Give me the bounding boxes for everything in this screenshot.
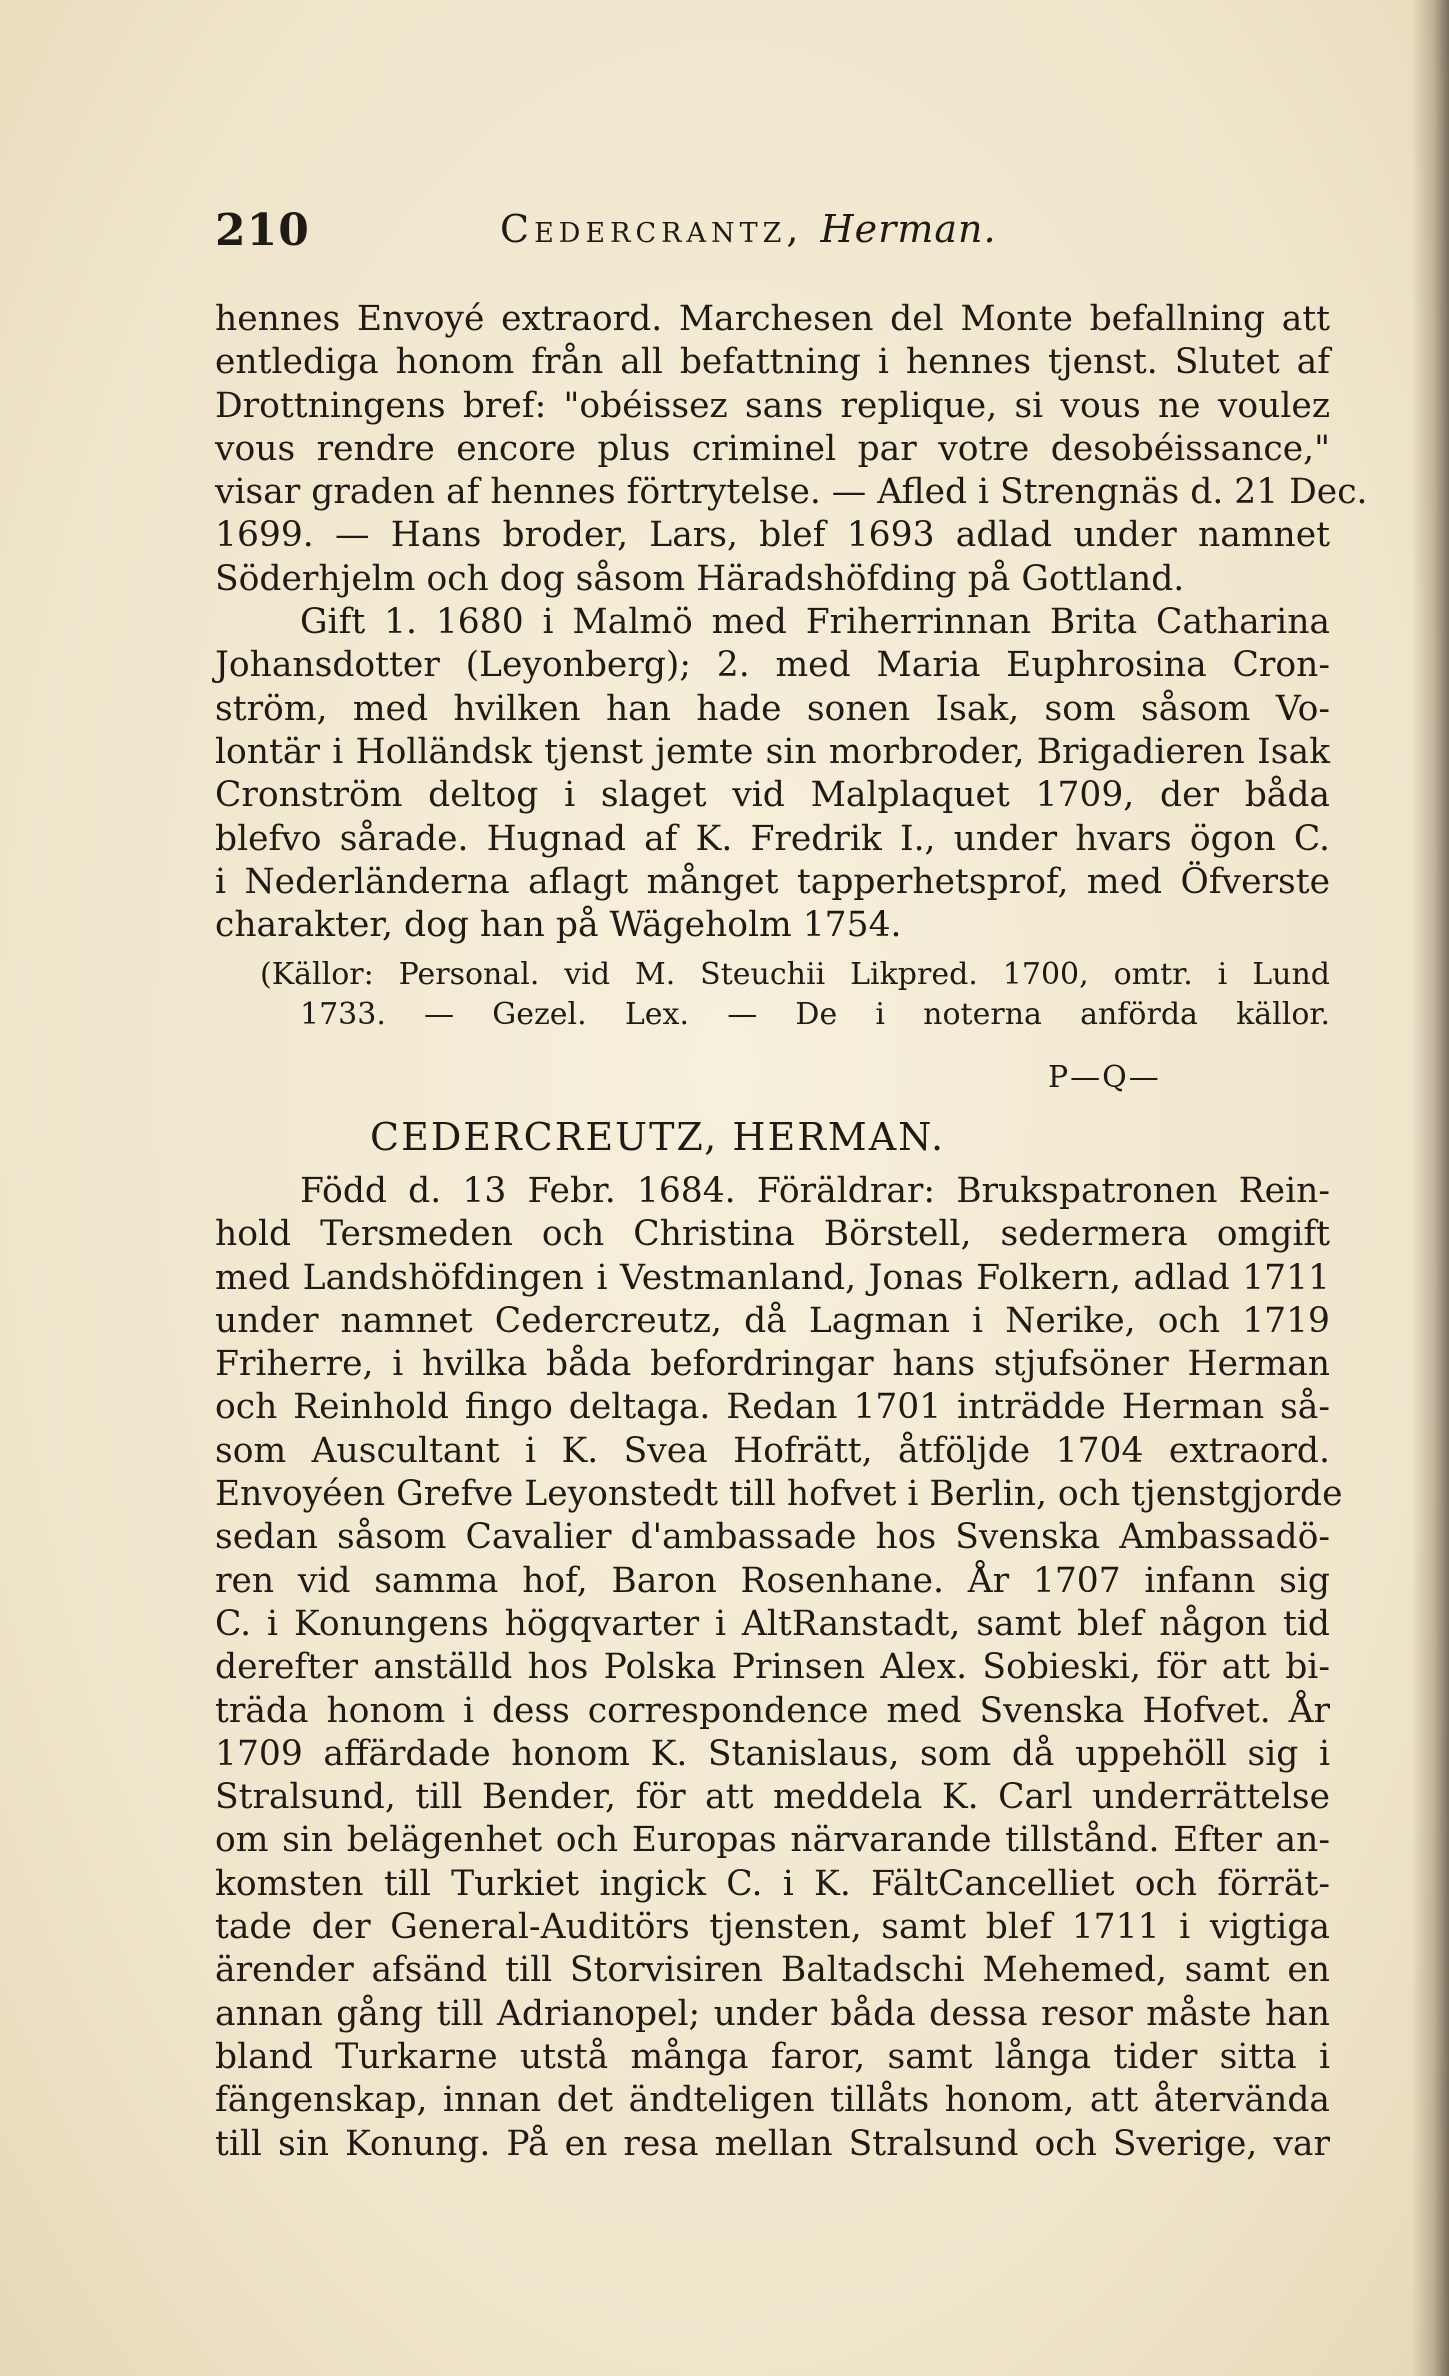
text-line: Cronström deltog i slaget vid Malplaquet 1709, der båda: [215, 775, 1330, 816]
text-line: Johansdotter (Leyonberg); 2. med Maria Euphrosina Cron-: [215, 645, 1330, 686]
text-line: Född d. 13 Febr. 1684. Föräldrar: Brukspatronen Rein-: [300, 1171, 1330, 1211]
text-line: tade der General-Auditörs tjensten, samt blef 1711 i vigtiga: [215, 1907, 1330, 1948]
text-line: Drottningens bref: "obéissez sans replique, si vous ne voulez: [215, 385, 1330, 426]
text-line: Friherre, i hvilka båda befordringar hans stjufsöner Herman: [215, 1344, 1330, 1385]
text-line: med Landshöfdingen i Vestmanland, Jonas Folkern, adlad 1711: [215, 1257, 1330, 1298]
entry-continuation: [215, 298, 1368, 947]
page-header: [215, 205, 1335, 265]
text-line: komsten till Turkiet ingick C. i K. FältCancelliet och förrät-: [215, 1863, 1330, 1904]
text-line: ren vid samma hof, Baron Rosenhane. År 1707 infann sig: [215, 1560, 1330, 1601]
text-line: träda honom i dess correspondence med Svenska Hofvet. År: [215, 1690, 1330, 1731]
author-signature: P—Q—: [1048, 1060, 1161, 1095]
text-line: 1699. — Hans broder, Lars, blef 1693 adlad under namnet: [215, 515, 1330, 556]
text-line: entlediga honom från all befattning i hennes tjenst. Slutet af: [215, 342, 1330, 383]
page-edge-shadow: [1411, 0, 1449, 2376]
text-line: som Auscultant i K. Svea Hofrätt, åtföljde 1704 extraord.: [215, 1430, 1330, 1471]
text-line: Gift 1. 1680 i Malmö med Friherrinnan Brita Catharina: [300, 602, 1330, 643]
text-line: lontär i Holländsk tjenst jemte sin morbroder, Brigadieren Isak: [215, 731, 1330, 772]
text-line: och Reinhold fingo deltaga. Redan 1701 inträdde Herman så-: [215, 1387, 1330, 1428]
text-line: Envoyéen Grefve Leyonstedt till hofvet i Berlin, och tjenstgjorde: [215, 1474, 1343, 1515]
text-line: sedan såsom Cavalier d'ambassade hos Svenska Ambassadö-: [215, 1517, 1330, 1558]
text-line: visar graden af hennes förtrytelse. — Afled i Strengnäs d. 21 Dec.: [215, 472, 1368, 513]
text-line: Söderhjelm och dog såsom Häradshöfding på Gottland.: [215, 558, 1185, 599]
sources-note: [215, 955, 1330, 1035]
running-head: [500, 207, 997, 251]
text-line: ström, med hvilken han hade sonen Isak, som såsom Vo-: [215, 688, 1330, 729]
text-line: under namnet Cedercreutz, då Lagman i Nerike, och 1719: [215, 1300, 1330, 1341]
text-line: till sin Konung. På en resa mellan Stralsund och Sverige, var: [215, 2123, 1330, 2164]
text-line: charakter, dog han på Wägeholm 1754.: [215, 905, 902, 946]
sources-line: (Källor: Personal. vid M. Steuchii Likpred. 1700, omtr. i Lund: [260, 957, 1330, 992]
text-line: vous rendre encore plus criminel par votre desobéissance,": [215, 428, 1330, 469]
text-line: i Nederländerna aflagt månget tapperhetsprof, med Öfverste: [215, 861, 1330, 902]
text-line: om sin belägenhet och Europas närvarande tillstånd. Efter an-: [215, 1820, 1330, 1861]
text-line: hennes Envoyé extraord. Marchesen del Monte befallning att: [215, 299, 1330, 339]
sources-line: 1733. — Gezel. Lex. — De i noterna anförda källor.: [300, 997, 1330, 1032]
text-line: blefvo sårade. Hugnad af K. Fredrik I., under hvars ögon C.: [215, 818, 1330, 859]
text-line: C. i Konungens högqvarter i AltRanstadt, samt blef någon tid: [215, 1603, 1330, 1644]
running-head-surname: Cedercrantz,: [500, 207, 804, 251]
page-number: 210: [215, 205, 310, 256]
text-line: hold Tersmeden och Christina Börstell, sedermera omgift: [215, 1214, 1330, 1255]
text-line: Stralsund, till Bender, för att meddela K. Carl underrättelse: [215, 1777, 1330, 1818]
text-line: 1709 affärdade honom K. Stanislaus, som då uppehöll sig i: [215, 1733, 1330, 1774]
text-line: ärender afsänd till Storvisiren Baltadschi Mehemed, samt en: [215, 1950, 1330, 1991]
text-line: fängenskap, innan det ändteligen tillåts honom, att återvända: [215, 2080, 1330, 2121]
text-line: annan gång till Adrianopel; under båda dessa resor måste han: [215, 1993, 1330, 2034]
running-head-name: Herman.: [820, 207, 997, 251]
text-line: derefter anställd hos Polska Prinsen Alex. Sobieski, för att bi-: [215, 1647, 1330, 1688]
text-line: bland Turkarne utstå många faror, samt långa tider sitta i: [215, 2036, 1330, 2077]
entry-heading: CEDERCREUTZ, HERMAN.: [370, 1115, 946, 1159]
entry-body: [215, 1170, 1343, 2166]
